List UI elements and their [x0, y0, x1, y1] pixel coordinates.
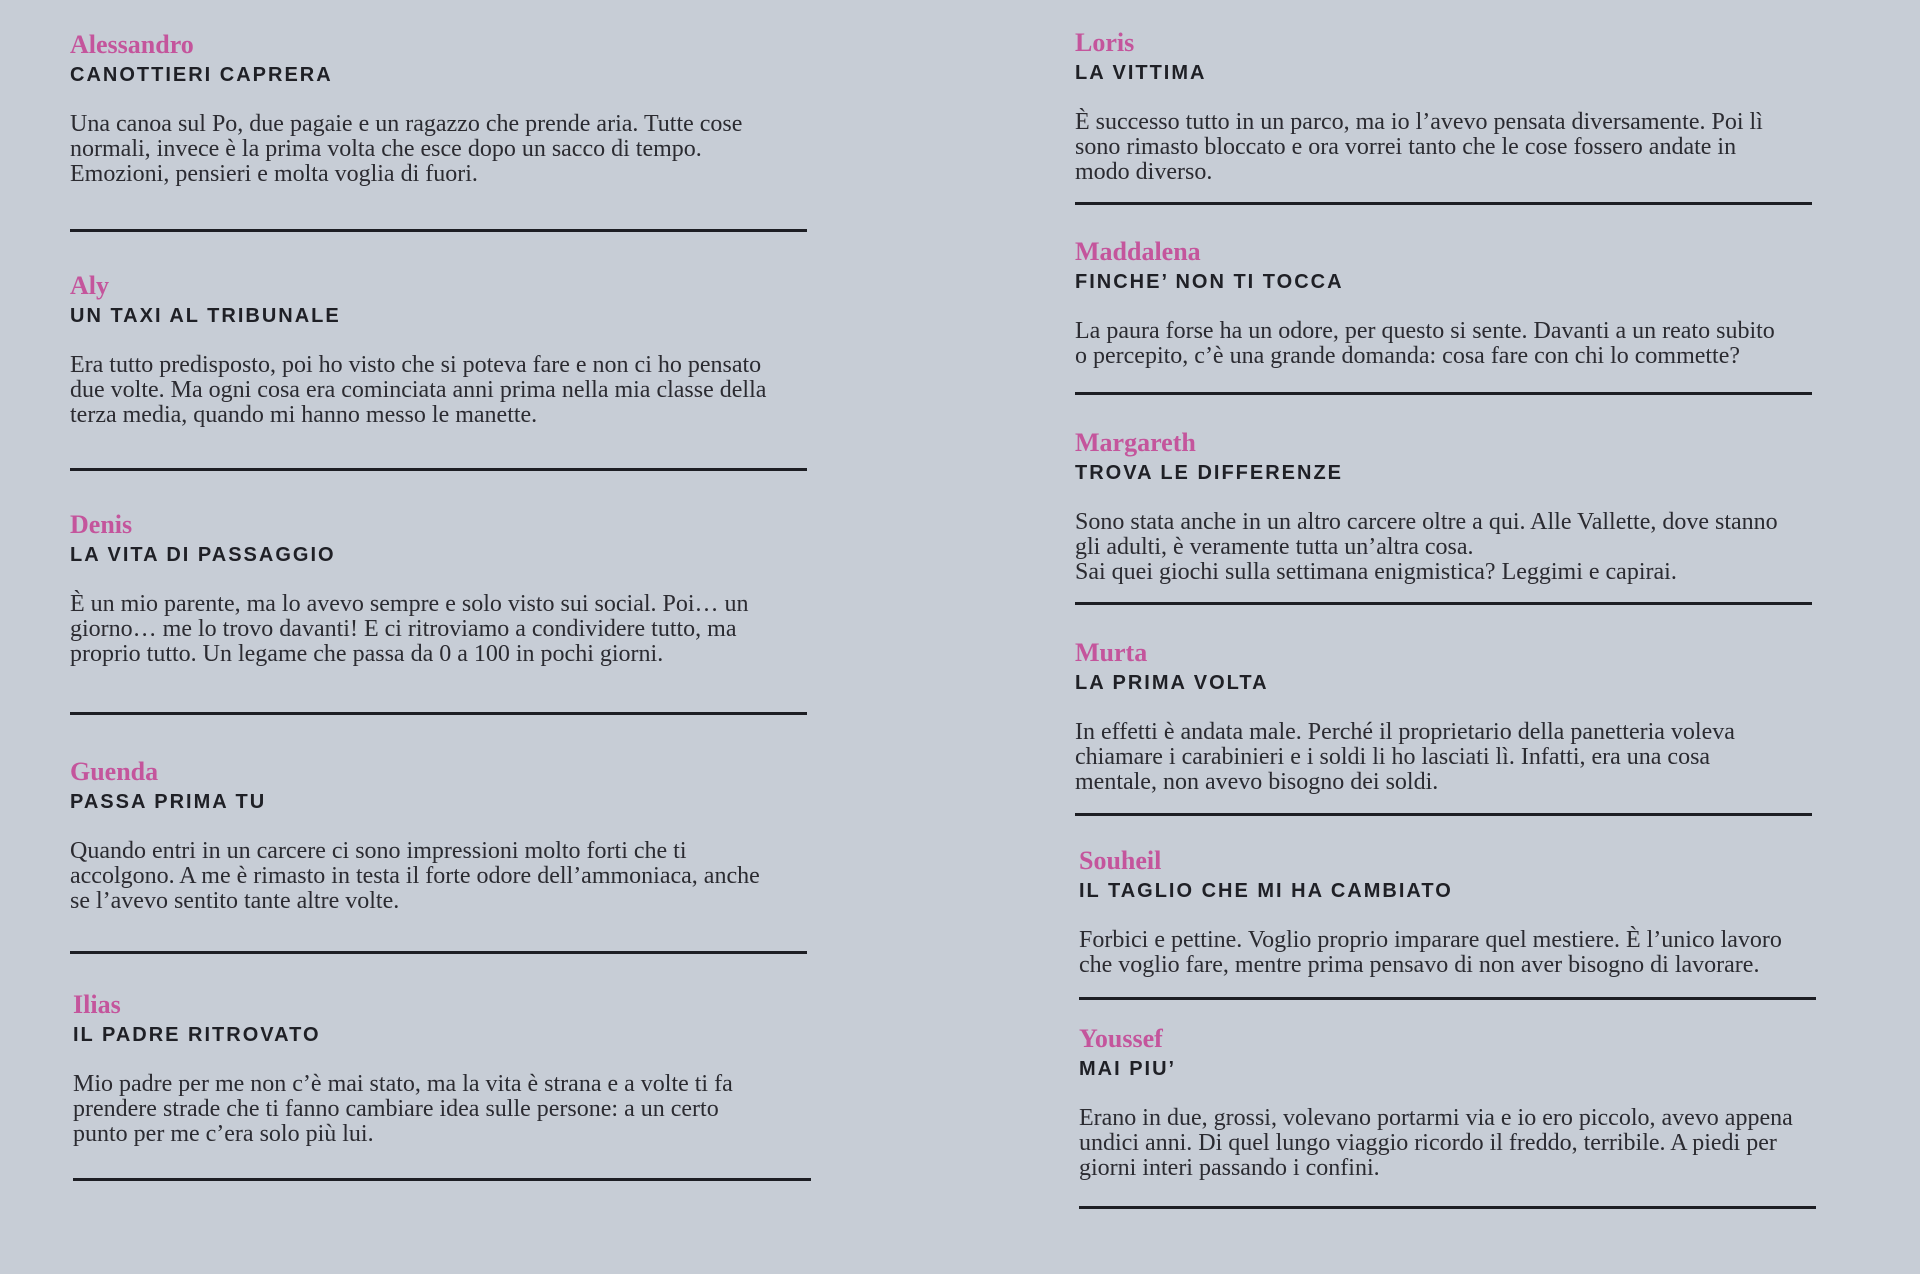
story-title: TROVA LE DIFFERENZE: [1075, 462, 1343, 484]
story-summary: [70, 839, 830, 914]
entry-divider: [1075, 602, 1812, 605]
entry-divider: [70, 712, 807, 715]
story-title: IL TAGLIO CHE MI HA CAMBIATO: [1079, 880, 1453, 902]
summary-line: prendere strade che ti fanno cambiare idea sulle persone: a un certo: [73, 1096, 719, 1122]
summary-line: normali, invece è la prima volta che esce dopo un sacco di tempo.: [70, 136, 702, 162]
summary-line: Erano in due, grossi, volevano portarmi via e io ero piccolo, avevo appena: [1079, 1105, 1793, 1131]
summary-line: se l’avevo sentito tante altre volte.: [70, 888, 400, 914]
story-summary: [1075, 110, 1835, 185]
entry-divider: [1075, 392, 1812, 395]
summary-line: Era tutto predisposto, poi ho visto che si poteva fare e non ci ho pensato: [70, 352, 762, 378]
summary-line: mentale, non avevo bisogno dei soldi.: [1075, 769, 1439, 795]
story-title: PASSA PRIMA TU: [70, 791, 267, 813]
summary-line: giorno… me lo trovo davanti! E ci ritroviamo a condividere tutto, ma: [70, 616, 737, 642]
summary-line: Una canoa sul Po, due pagaie e un ragazzo che prende aria. Tutte cose: [70, 111, 743, 137]
summary-line: La paura forse ha un odore, per questo si sente. Davanti a un reato subito: [1075, 318, 1775, 344]
story-summary: [1079, 1106, 1839, 1181]
entry-divider: [70, 951, 807, 954]
story-summary: [70, 112, 830, 187]
author-name: Guenda: [70, 757, 159, 786]
author-name: Aly: [70, 271, 109, 300]
summary-line: o percepito, c’è una grande domanda: cosa fare con chi lo commette?: [1075, 343, 1741, 369]
author-name: Margareth: [1075, 428, 1196, 457]
summary-line: Sono stata anche in un altro carcere oltre a qui. Alle Vallette, dove stanno: [1075, 509, 1778, 535]
entry-murta: [1075, 637, 1835, 795]
story-title: LA VITTIMA: [1075, 62, 1207, 84]
story-summary: [1075, 510, 1835, 585]
summary-line: È un mio parente, ma lo avevo sempre e solo visto sui social. Poi… un: [70, 591, 749, 617]
entry-margareth: [1075, 427, 1835, 585]
entry-aly: [70, 270, 830, 428]
summary-line: chiamare i carabinieri e i soldi li ho lasciati lì. Infatti, era una cosa: [1075, 744, 1711, 770]
summary-line: Forbici e pettine. Voglio proprio imparare quel mestiere. È l’unico lavoro: [1079, 927, 1782, 953]
summary-line: giorni interi passando i confini.: [1079, 1155, 1380, 1181]
story-title: LA VITA DI PASSAGGIO: [70, 544, 336, 566]
entry-souheil: [1079, 845, 1839, 978]
story-summary: [70, 353, 830, 428]
entry-loris: [1075, 27, 1835, 185]
entry-maddalena: [1075, 236, 1835, 369]
story-summary: [70, 592, 830, 667]
story-title: LA PRIMA VOLTA: [1075, 672, 1269, 694]
summary-line: due volte. Ma ogni cosa era cominciata anni prima nella mia classe della: [70, 377, 767, 403]
story-title: IL PADRE RITROVATO: [73, 1024, 321, 1046]
author-name: Loris: [1075, 28, 1135, 57]
entry-divider: [1079, 997, 1816, 1000]
summary-line: sono rimasto bloccato e ora vorrei tanto che le cose fossero andate in: [1075, 134, 1737, 160]
summary-line: proprio tutto. Un legame che passa da 0 a 100 in pochi giorni.: [70, 641, 664, 667]
entry-divider: [70, 468, 807, 471]
entry-youssef: [1079, 1023, 1839, 1181]
summary-line: che voglio fare, mentre prima pensavo di non aver bisogno di lavorare.: [1079, 952, 1760, 978]
story-summary: [1075, 319, 1835, 369]
summary-line: punto per me c’era solo più lui.: [73, 1121, 374, 1147]
summary-line: undici anni. Di quel lungo viaggio ricordo il freddo, terribile. A piedi per: [1079, 1130, 1777, 1156]
summary-line: In effetti è andata male. Perché il proprietario della panetteria voleva: [1075, 719, 1735, 745]
summary-line: Quando entri in un carcere ci sono impressioni molto forti che ti: [70, 838, 687, 864]
entry-alessandro: [70, 29, 830, 187]
summary-line: accolgono. A me è rimasto in testa il forte odore dell’ammoniaca, anche: [70, 863, 760, 889]
entry-divider: [1075, 813, 1812, 816]
author-name: Denis: [70, 510, 133, 539]
summary-line: modo diverso.: [1075, 159, 1213, 185]
story-summary: [1075, 720, 1835, 795]
summary-line: Emozioni, pensieri e molta voglia di fuori.: [70, 161, 478, 187]
author-name: Murta: [1075, 638, 1148, 667]
summary-line: terza media, quando mi hanno messo le manette.: [70, 402, 538, 428]
story-summary: [73, 1072, 833, 1147]
entry-guenda: [70, 756, 830, 914]
summary-line: Sai quei giochi sulla settimana enigmistica? Leggimi e capirai.: [1075, 559, 1677, 585]
author-name: Maddalena: [1075, 237, 1201, 266]
summary-line: gli adulti, è veramente tutta un’altra cosa.: [1075, 534, 1474, 560]
story-summary: [1079, 928, 1839, 978]
summary-line: È successo tutto in un parco, ma io l’avevo pensata diversamente. Poi lì: [1075, 109, 1763, 135]
author-name: Souheil: [1079, 846, 1162, 875]
story-title: MAI PIU’: [1079, 1058, 1177, 1080]
author-name: Ilias: [73, 990, 121, 1019]
entry-divider: [73, 1178, 811, 1181]
author-name: Alessandro: [70, 30, 194, 59]
author-name: Youssef: [1079, 1024, 1163, 1053]
entry-divider: [70, 229, 807, 232]
story-title: UN TAXI AL TRIBUNALE: [70, 305, 341, 327]
story-title: CANOTTIERI CAPRERA: [70, 64, 333, 86]
entry-divider: [1075, 202, 1812, 205]
summary-line: Mio padre per me non c’è mai stato, ma la vita è strana e a volte ti fa: [73, 1071, 733, 1097]
entry-denis: [70, 509, 830, 667]
entry-divider: [1079, 1206, 1816, 1209]
story-title: FINCHE’ NON TI TOCCA: [1075, 271, 1344, 293]
entry-ilias: [73, 989, 833, 1147]
